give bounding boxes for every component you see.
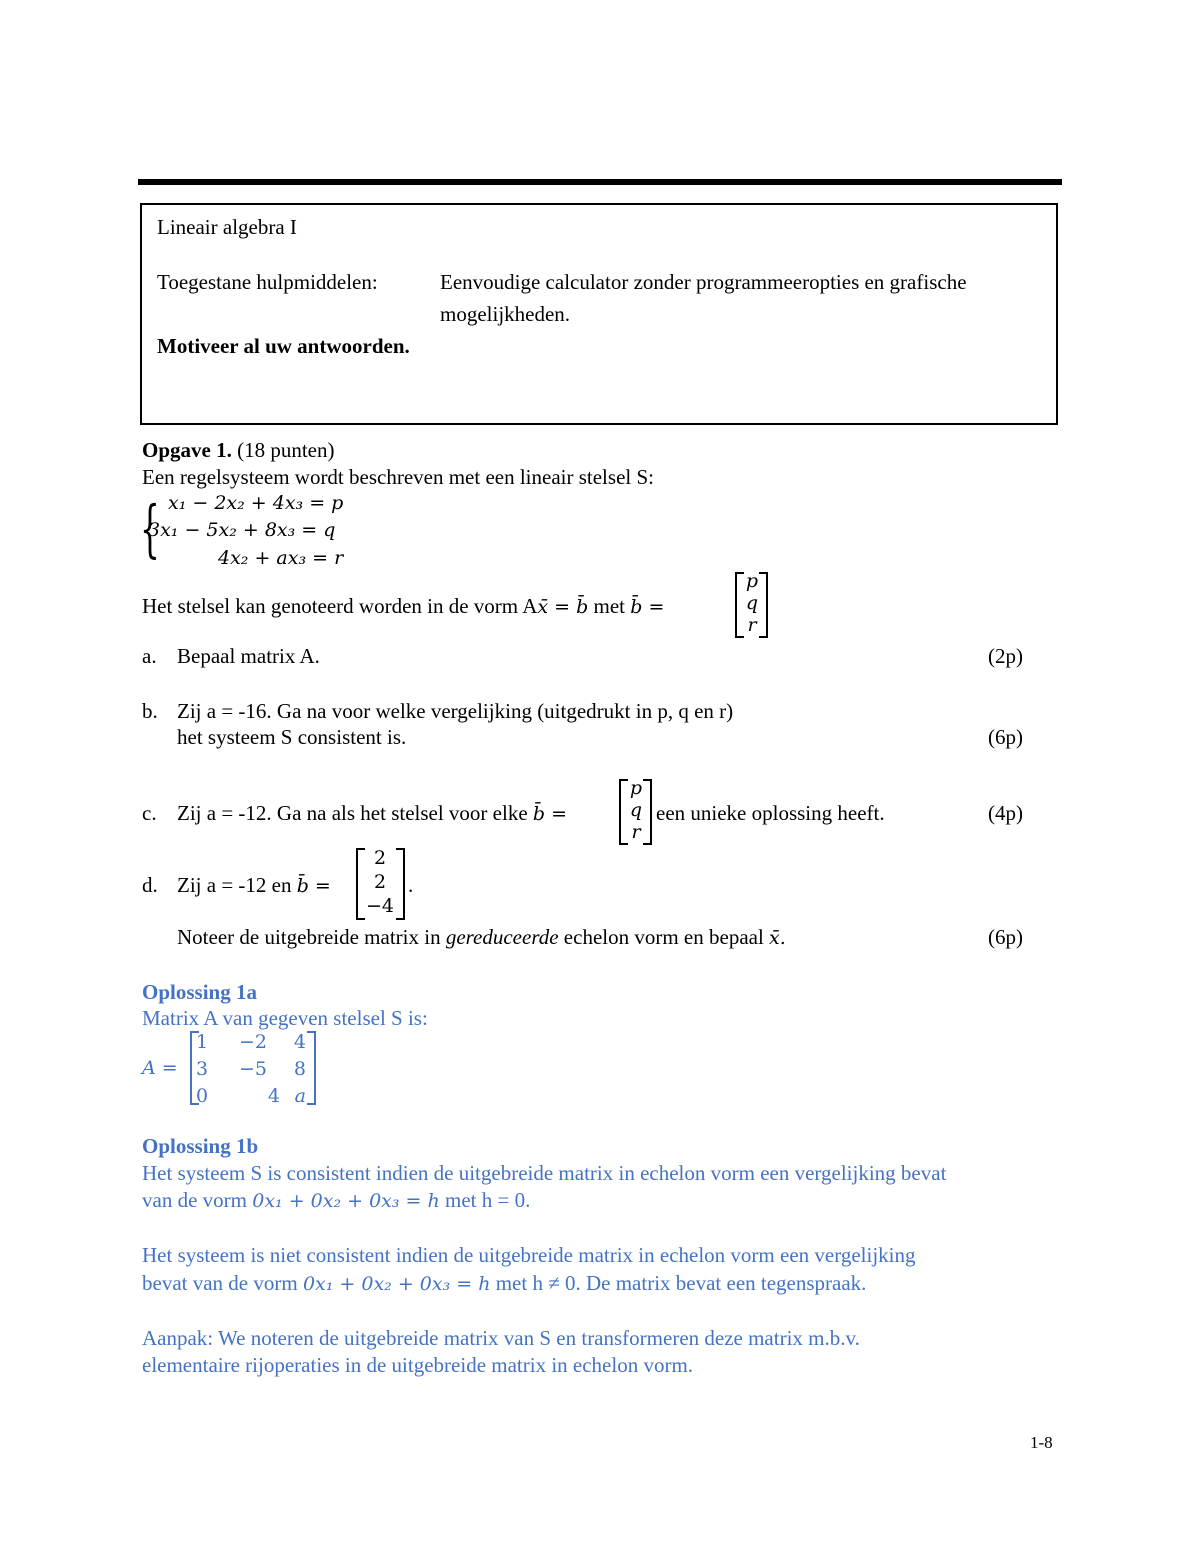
vector-right-bracket (396, 848, 405, 920)
exercise-title: Opgave 1. (142, 438, 232, 462)
question-a-text: Bepaal matrix A. (177, 644, 320, 668)
instruction: Motiveer al uw antwoorden. (157, 334, 410, 358)
matrix-row (196, 1056, 306, 1083)
question-d-line-2-post: echelon vorm en bepaal (563, 925, 764, 949)
vector-entry: q (745, 592, 759, 614)
matrix-cell: 1 (196, 1031, 209, 1053)
question-d-text (177, 872, 331, 899)
solution-1a-lhs: A = (142, 1057, 178, 1079)
vector-entry: p (745, 570, 759, 592)
question-d-b: b̄ = (296, 875, 331, 897)
notation-line (142, 593, 664, 620)
question-d-x: x̄. (769, 927, 786, 949)
question-d-points: (6p) (988, 925, 1023, 949)
page-number: 1-8 (1030, 1433, 1053, 1452)
vector-right-bracket (643, 779, 652, 845)
question-c-points: (4p) (988, 801, 1023, 825)
vector-entry: p (629, 777, 643, 799)
p1-pre: van de vorm (142, 1188, 247, 1212)
solution-1b-title: Oplossing 1b (142, 1134, 259, 1158)
p1-equation: 0x₁ + 0x₂ + 0x₃ = h (252, 1190, 440, 1212)
question-c-after: een unieke oplossing heeft. (656, 801, 885, 825)
question-d-period: . (408, 873, 414, 897)
question-d-line-2-pre: Noteer de uitgebreide matrix in (177, 925, 441, 949)
vector-entry: −4 (365, 895, 394, 917)
notation-met: met (593, 594, 626, 618)
solution-1a-text: Matrix A van gegeven stelsel S is: (142, 1006, 428, 1030)
solution-1b-p1-line-1: Het systeem S is consistent indien de uitgebreide matrix in echelon vorm een vergelijking bevat (142, 1161, 947, 1185)
equation-3: 4x₂ + ax₃ = r (218, 547, 344, 569)
solution-1a-title: Oplossing 1a (142, 980, 257, 1004)
question-d-before: Zij a = -12 en (177, 873, 292, 897)
vector-entry: q (629, 799, 643, 821)
equation-2: 3x₁ − 5x₂ + 8x₃ = q (148, 519, 336, 541)
question-b-points: (6p) (988, 725, 1023, 749)
solution-1b-p3-line-2: elementaire rijoperaties in de uitgebreide matrix in echelon vorm. (142, 1353, 694, 1377)
solution-1b-p2-line-2 (142, 1270, 866, 1297)
matrix-cell: 3 (196, 1058, 209, 1080)
matrix-row (196, 1029, 306, 1056)
matrix-cell: 4 (293, 1031, 306, 1053)
system-brace: { (140, 492, 160, 565)
p1-post: met h = 0. (444, 1188, 531, 1212)
matrix-cell: 8 (293, 1058, 306, 1080)
solution-1b-p3-line-1: Aanpak: We noteren de uitgebreide matrix van S en transformeren deze matrix m.b.v. (142, 1326, 860, 1350)
aids-line-2: mogelijkheden. (440, 302, 571, 326)
exercise-points: (18 punten) (237, 438, 335, 462)
matrix-cell: 0 (196, 1085, 209, 1107)
notation-x: x̄ = b̄ (537, 596, 589, 618)
top-rule (138, 179, 1062, 185)
aids-line-1: Eenvoudige calculator zonder programmeeropties en grafische (440, 270, 967, 294)
question-d-line-2-em: gereduceerde (445, 925, 559, 949)
vector-entry: 2 (373, 847, 387, 869)
matrix-cell: a (294, 1085, 306, 1107)
question-b-label: b. (142, 699, 158, 723)
question-c-label: c. (142, 801, 157, 825)
exercise-intro: Een regelsysteem wordt beschreven met een lineair stelsel S: (142, 465, 654, 489)
matrix-cell: −5 (238, 1058, 267, 1080)
question-a-label: a. (142, 644, 157, 668)
notation-b: b̄ = (630, 596, 665, 618)
matrix-row (196, 1083, 306, 1110)
vector-entry: r (747, 614, 757, 636)
p2-post: met h ≠ 0. De matrix bevat een tegenspraak. (495, 1271, 867, 1295)
vector-right-bracket (759, 572, 768, 638)
notation-text: Het stelsel kan genoteerd worden in de vorm A (142, 594, 538, 618)
question-c-before: Zij a = -12. Ga na als het stelsel voor elke (177, 801, 528, 825)
p2-pre: bevat van de vorm (142, 1271, 298, 1295)
solution-1b-p2-line-1: Het systeem is niet consistent indien de uitgebreide matrix in echelon vorm een vergelijking (142, 1243, 916, 1267)
vector-entry: 2 (373, 871, 387, 893)
vector-entry: r (631, 821, 641, 843)
exercise-heading (142, 437, 335, 463)
question-d-line-2 (177, 924, 786, 951)
equation-1: x₁ − 2x₂ + 4x₃ = p (168, 492, 344, 514)
vector-d (359, 846, 401, 918)
matrix-A (196, 1029, 306, 1110)
matrix-cell: 4 (267, 1085, 280, 1107)
question-c-text (177, 800, 567, 827)
matrix-cell: −2 (238, 1031, 267, 1053)
question-b-line-1: Zij a = -16. Ga na voor welke vergelijking (uitgedrukt in p, q en r) (177, 699, 734, 723)
aids-label: Toegestane hulpmiddelen: (157, 270, 378, 294)
question-c-b: b̄ = (532, 803, 568, 825)
question-a-points: (2p) (988, 644, 1023, 668)
p2-equation: 0x₁ + 0x₂ + 0x₃ = h (302, 1273, 491, 1295)
matrix-right-bracket (307, 1031, 316, 1105)
question-d-label: d. (142, 873, 158, 897)
solution-1b-p1-line-2 (142, 1187, 530, 1214)
course-title: Lineair algebra I (157, 215, 297, 239)
question-b-line-2: het systeem S consistent is. (177, 725, 407, 749)
